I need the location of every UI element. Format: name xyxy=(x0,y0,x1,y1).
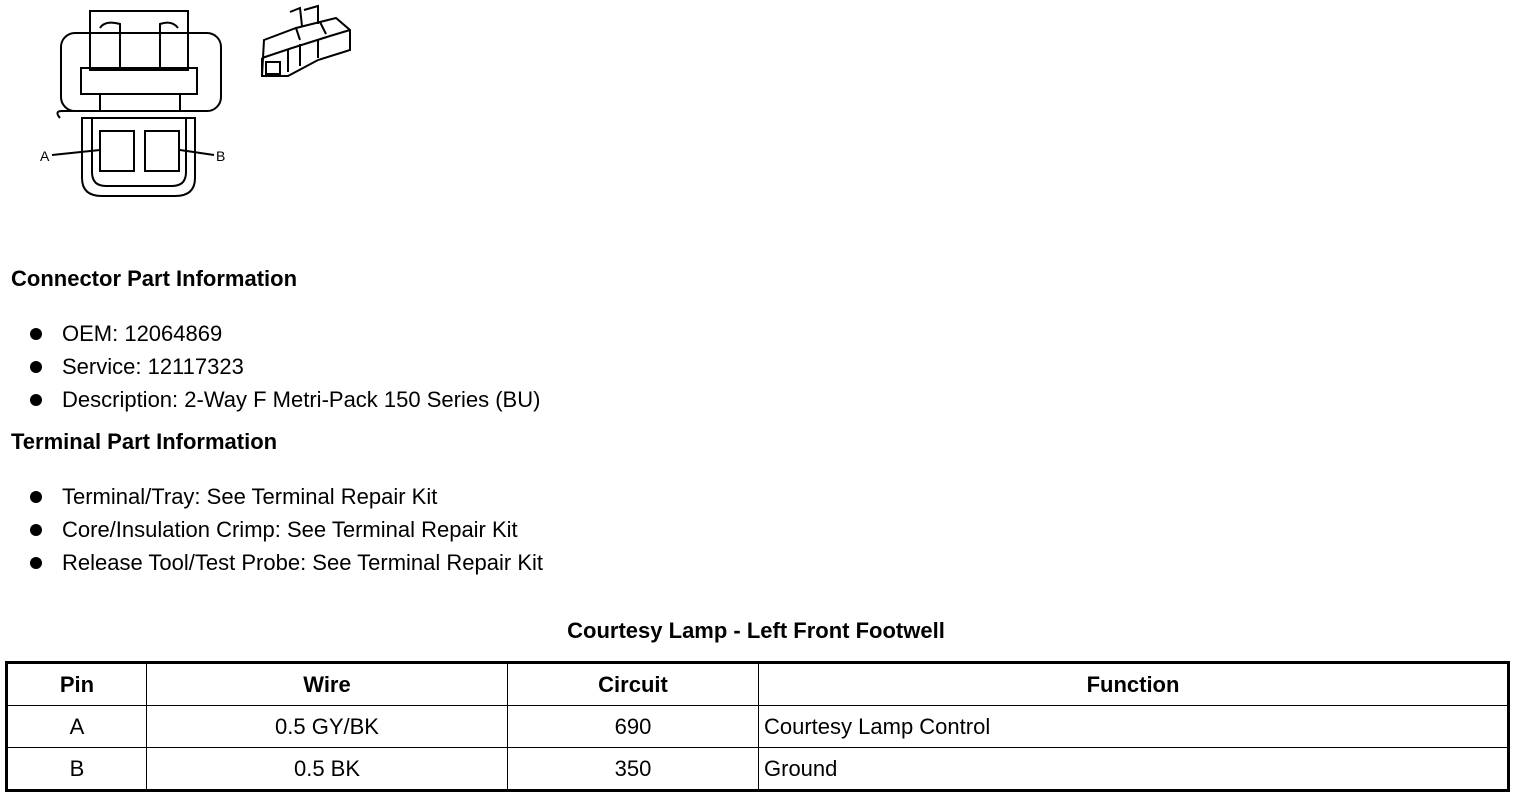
list-item xyxy=(0,513,543,546)
list-item xyxy=(0,546,543,579)
bullet-icon xyxy=(30,557,42,569)
header-wire: Wire xyxy=(147,663,508,706)
terminal-info-list xyxy=(0,480,543,579)
bullet-icon xyxy=(30,361,42,373)
cell-pin: A xyxy=(7,706,147,748)
connector-info-list xyxy=(0,317,540,416)
bullet-icon xyxy=(30,491,42,503)
cell-function: Ground xyxy=(759,748,1509,791)
pin-a-label: A xyxy=(40,148,50,164)
cell-wire: 0.5 BK xyxy=(147,748,508,791)
bullet-icon xyxy=(30,328,42,340)
connector-oem: OEM: 12064869 xyxy=(62,321,223,346)
list-item xyxy=(0,480,543,513)
connector-description: Description: 2-Way F Metri-Pack 150 Series (BU) xyxy=(62,387,541,412)
terminal-tray: Terminal/Tray: See Terminal Repair Kit xyxy=(62,484,438,509)
pin-table-title: Courtesy Lamp - Left Front Footwell xyxy=(567,618,945,643)
list-item xyxy=(0,350,540,383)
list-item xyxy=(0,317,540,350)
header-function: Function xyxy=(759,663,1509,706)
header-pin: Pin xyxy=(7,663,147,706)
connector-diagram xyxy=(0,0,400,230)
connector-section-title: Connector Part Information xyxy=(11,266,298,291)
terminal-crimp: Core/Insulation Crimp: See Terminal Repair Kit xyxy=(62,517,518,542)
terminal-release-tool: Release Tool/Test Probe: See Terminal Repair Kit xyxy=(62,550,543,575)
bullet-icon xyxy=(30,394,42,406)
table-header-row xyxy=(7,663,1509,706)
pin-b-label: B xyxy=(216,148,226,164)
terminal-section-title: Terminal Part Information xyxy=(11,429,278,454)
table-row xyxy=(7,748,1509,791)
pin-table xyxy=(5,661,1510,792)
connector-service: Service: 12117323 xyxy=(62,354,244,379)
cell-circuit: 350 xyxy=(508,748,759,791)
list-item xyxy=(0,383,540,416)
cell-wire: 0.5 GY/BK xyxy=(147,706,508,748)
cell-pin: B xyxy=(7,748,147,791)
cell-function: Courtesy Lamp Control xyxy=(759,706,1509,748)
table-row xyxy=(7,706,1509,748)
bullet-icon xyxy=(30,524,42,536)
cell-circuit: 690 xyxy=(508,706,759,748)
header-circuit: Circuit xyxy=(508,663,759,706)
connector-face-drawing xyxy=(0,0,400,230)
